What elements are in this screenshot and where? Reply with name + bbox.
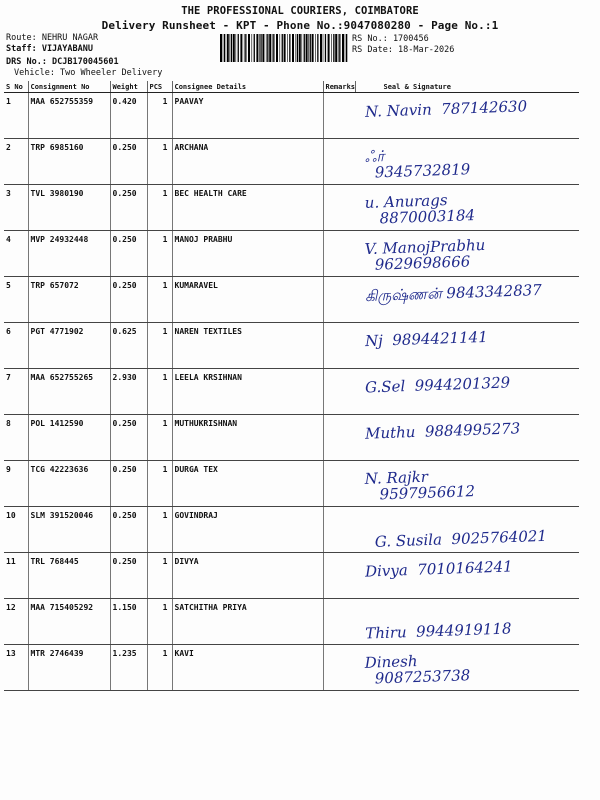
- row-remarks: [323, 553, 355, 599]
- handwritten-signature: G. Susila 9025764021: [364, 517, 548, 552]
- row-weight: 0.625: [110, 323, 147, 369]
- table-row: [4, 277, 579, 323]
- row-weight: 1.235: [110, 645, 147, 691]
- handwritten-signature: G.Sel 9944201329: [364, 373, 511, 397]
- vehicle-label: Vehicle: Two Wheeler Delivery: [14, 68, 163, 78]
- row-remarks: [323, 645, 355, 691]
- row-weight: 0.250: [110, 507, 147, 553]
- barcode-bar: [328, 34, 330, 62]
- barcode-bar: [335, 34, 337, 62]
- row-sno: 9: [4, 461, 28, 507]
- barcode-bar: [310, 34, 311, 62]
- row-signature: [355, 461, 579, 507]
- row-weight: 0.250: [110, 139, 147, 185]
- table-row: [4, 93, 579, 139]
- barcode-bar: [233, 34, 235, 62]
- barcode-bar: [220, 34, 222, 62]
- row-sno: 13: [4, 645, 28, 691]
- row-weight: 2.930: [110, 369, 147, 415]
- barcode-bar: [254, 34, 255, 62]
- runsheet-subtitle: Delivery Runsheet - KPT - Phone No.:9047080280 - Page No.:1: [101, 19, 499, 32]
- barcode-bar: [296, 34, 297, 62]
- row-signature: [355, 323, 579, 369]
- barcode-bar: [333, 34, 334, 62]
- barcode-bar: [289, 34, 290, 62]
- table-row: [4, 645, 579, 691]
- row-pcs: 1: [147, 277, 172, 323]
- barcode-bar: [266, 34, 267, 62]
- row-consignment: POL 1412590: [28, 415, 110, 461]
- barcode-bar: [292, 34, 294, 62]
- row-remarks: [323, 599, 355, 645]
- row-consignee: NAREN TEXTILES: [172, 323, 323, 369]
- barcode-bar: [267, 34, 268, 62]
- row-signature: [355, 185, 579, 231]
- col-consignment: Consignment No: [28, 81, 110, 93]
- barcode-bar: [287, 34, 288, 62]
- handwritten-signature: N. Rajkr 9597956612: [364, 467, 476, 504]
- row-consignee: BEC HEALTH CARE: [172, 185, 323, 231]
- table-row: [4, 415, 579, 461]
- route-label: Route: NEHRU NAGAR: [6, 33, 99, 43]
- barcode-bar: [308, 34, 309, 62]
- row-consignee: MUTHUKRISHNAN: [172, 415, 323, 461]
- row-weight: 0.250: [110, 185, 147, 231]
- row-remarks: [323, 507, 355, 553]
- row-remarks: [323, 139, 355, 185]
- row-consignee: LEELA KRSIHNAN: [172, 369, 323, 415]
- barcode-bar: [223, 34, 224, 62]
- row-sno: 5: [4, 277, 28, 323]
- row-weight: 0.250: [110, 231, 147, 277]
- row-signature: [355, 507, 579, 553]
- handwritten-signature: V. ManojPrabhu 9629698666: [364, 235, 486, 275]
- table-row: [4, 369, 579, 415]
- col-sno: S No: [4, 81, 28, 93]
- row-sno: 2: [4, 139, 28, 185]
- table-row: [4, 507, 579, 553]
- row-consignee: DURGA TEX: [172, 461, 323, 507]
- row-remarks: [323, 93, 355, 139]
- row-consignment: MAA 715405292: [28, 599, 110, 645]
- row-consignment: MAA 652755359: [28, 93, 110, 139]
- handwritten-signature: கிருஷ்ணன் 9843342837: [364, 280, 543, 306]
- row-consignment: PGT 4771902: [28, 323, 110, 369]
- table-row: [4, 185, 579, 231]
- row-signature: [355, 553, 579, 599]
- row-pcs: 1: [147, 461, 172, 507]
- barcode-bar: [345, 34, 346, 62]
- table-row: [4, 553, 579, 599]
- table-row: [4, 323, 579, 369]
- col-weight: Weight: [110, 81, 147, 93]
- row-pcs: 1: [147, 185, 172, 231]
- row-consignee: DIVYA: [172, 553, 323, 599]
- row-consignee: ARCHANA: [172, 139, 323, 185]
- table-header-row: [4, 81, 579, 93]
- row-pcs: 1: [147, 139, 172, 185]
- row-signature: [355, 415, 579, 461]
- row-sno: 4: [4, 231, 28, 277]
- barcode-bar: [325, 34, 326, 62]
- barcode-bar: [238, 34, 239, 62]
- handwritten-signature: N. Navin 787142630: [364, 97, 528, 121]
- row-consignment: SLM 391520046: [28, 507, 110, 553]
- row-remarks: [323, 415, 355, 461]
- handwritten-signature: ஃர் 9345732819: [364, 147, 471, 182]
- barcode-bar: [236, 34, 237, 62]
- row-consignment: MAA 652755265: [28, 369, 110, 415]
- row-pcs: 1: [147, 507, 172, 553]
- row-consignment: MTR 2746439: [28, 645, 110, 691]
- col-consignee: Consignee Details: [172, 81, 323, 93]
- barcode-bar: [306, 34, 308, 62]
- barcode-bar: [240, 34, 242, 62]
- row-remarks: [323, 185, 355, 231]
- row-signature: [355, 93, 579, 139]
- barcode-bar: [269, 34, 271, 62]
- barcode-bar: [323, 34, 324, 62]
- rs-date: RS Date: 18-Mar-2026: [352, 45, 455, 55]
- rs-number: RS No.: 1700456: [352, 34, 429, 44]
- row-signature: [355, 277, 579, 323]
- row-pcs: 1: [147, 369, 172, 415]
- row-consignment: TRP 6985160: [28, 139, 110, 185]
- row-consignment: TRL 768445: [28, 553, 110, 599]
- barcode-bar: [252, 34, 253, 62]
- row-pcs: 1: [147, 599, 172, 645]
- row-consignee: SATCHITHA PRIYA: [172, 599, 323, 645]
- barcode-bar: [304, 34, 305, 62]
- table-row: [4, 461, 579, 507]
- barcode-bar: [299, 34, 301, 62]
- row-remarks: [323, 231, 355, 277]
- row-remarks: [323, 369, 355, 415]
- row-remarks: [323, 277, 355, 323]
- row-pcs: 1: [147, 323, 172, 369]
- row-pcs: 1: [147, 415, 172, 461]
- row-weight: 0.250: [110, 553, 147, 599]
- barcode-bar: [284, 34, 286, 62]
- row-pcs: 1: [147, 93, 172, 139]
- barcode-bar: [256, 34, 258, 62]
- barcode-bar: [312, 34, 314, 62]
- table-row: [4, 139, 579, 185]
- row-consignee: MANOJ PRABHU: [172, 231, 323, 277]
- row-weight: 1.150: [110, 599, 147, 645]
- barcode-bar: [346, 34, 347, 62]
- company-title: THE PROFESSIONAL COURIERS, COIMBATORE: [181, 5, 419, 17]
- table-row: [4, 231, 579, 277]
- row-signature: [355, 645, 579, 691]
- row-sno: 12: [4, 599, 28, 645]
- row-signature: [355, 139, 579, 185]
- barcode-bar: [245, 34, 246, 62]
- handwritten-signature: u. Anurags 8870003184: [364, 191, 476, 228]
- row-consignment: TRP 657072: [28, 277, 110, 323]
- barcode-bar: [317, 34, 318, 62]
- runsheet-table: [4, 81, 579, 691]
- barcode-bar: [273, 34, 274, 62]
- barcode-bar: [280, 34, 281, 62]
- barcode-bar: [248, 34, 250, 62]
- row-remarks: [323, 323, 355, 369]
- barcode-bar: [338, 34, 339, 62]
- barcode-bar: [230, 34, 231, 62]
- row-consignee: KAVI: [172, 645, 323, 691]
- row-weight: 0.420: [110, 93, 147, 139]
- row-sno: 8: [4, 415, 28, 461]
- row-pcs: 1: [147, 231, 172, 277]
- barcode-bar: [272, 34, 273, 62]
- barcode-bar: [260, 34, 261, 62]
- barcode-bar: [224, 34, 225, 62]
- row-sno: 1: [4, 93, 28, 139]
- row-sno: 3: [4, 185, 28, 231]
- barcode-bar: [262, 34, 264, 62]
- row-consignee: PAAVAY: [172, 93, 323, 139]
- row-remarks: [323, 461, 355, 507]
- row-sno: 11: [4, 553, 28, 599]
- row-weight: 0.250: [110, 461, 147, 507]
- barcode-bar: [297, 34, 298, 62]
- row-weight: 0.250: [110, 415, 147, 461]
- row-consignee: KUMARAVEL: [172, 277, 323, 323]
- col-pcs: PCS: [147, 81, 172, 93]
- row-signature: [355, 369, 579, 415]
- barcode-bar: [320, 34, 322, 62]
- handwritten-signature: Dinesh 9087253738: [364, 652, 471, 688]
- row-consignee: GOVINDRAJ: [172, 507, 323, 553]
- row-signature: [355, 599, 579, 645]
- barcode-bar: [276, 34, 278, 62]
- row-sno: 7: [4, 369, 28, 415]
- handwritten-signature: Muthu 9884995273: [364, 419, 521, 443]
- col-remarks: Remarks: [323, 81, 355, 93]
- row-consignment: TVL 3980190: [28, 185, 110, 231]
- barcode-bar: [331, 34, 332, 62]
- row-consignment: MVP 24932448: [28, 231, 110, 277]
- barcode-bar: [342, 34, 344, 62]
- row-weight: 0.250: [110, 277, 147, 323]
- row-sno: 10: [4, 507, 28, 553]
- handwritten-signature: Nj 9894421141: [364, 327, 489, 351]
- row-pcs: 1: [147, 553, 172, 599]
- barcode-bar: [259, 34, 260, 62]
- barcode-bar: [315, 34, 316, 62]
- barcode-bar: [282, 34, 283, 62]
- table-row: [4, 599, 579, 645]
- staff-label: Staff: VIJAYABANU: [6, 44, 93, 54]
- barcode-bar: [227, 34, 229, 62]
- barcode-bar: [231, 34, 232, 62]
- row-sno: 6: [4, 323, 28, 369]
- col-seal: Seal & Signature: [355, 81, 579, 93]
- drs-number: DRS No.: DCJB170045601: [6, 57, 119, 67]
- handwritten-signature: Thiru 9944919118: [364, 608, 512, 643]
- handwritten-signature: Divya 7010164241: [364, 557, 513, 581]
- barcode-bar: [339, 34, 340, 62]
- row-signature: [355, 231, 579, 277]
- barcode-bar: [244, 34, 245, 62]
- barcode-icon: [220, 34, 348, 62]
- row-pcs: 1: [147, 645, 172, 691]
- barcode-bar: [302, 34, 303, 62]
- row-consignment: TCG 42223636: [28, 461, 110, 507]
